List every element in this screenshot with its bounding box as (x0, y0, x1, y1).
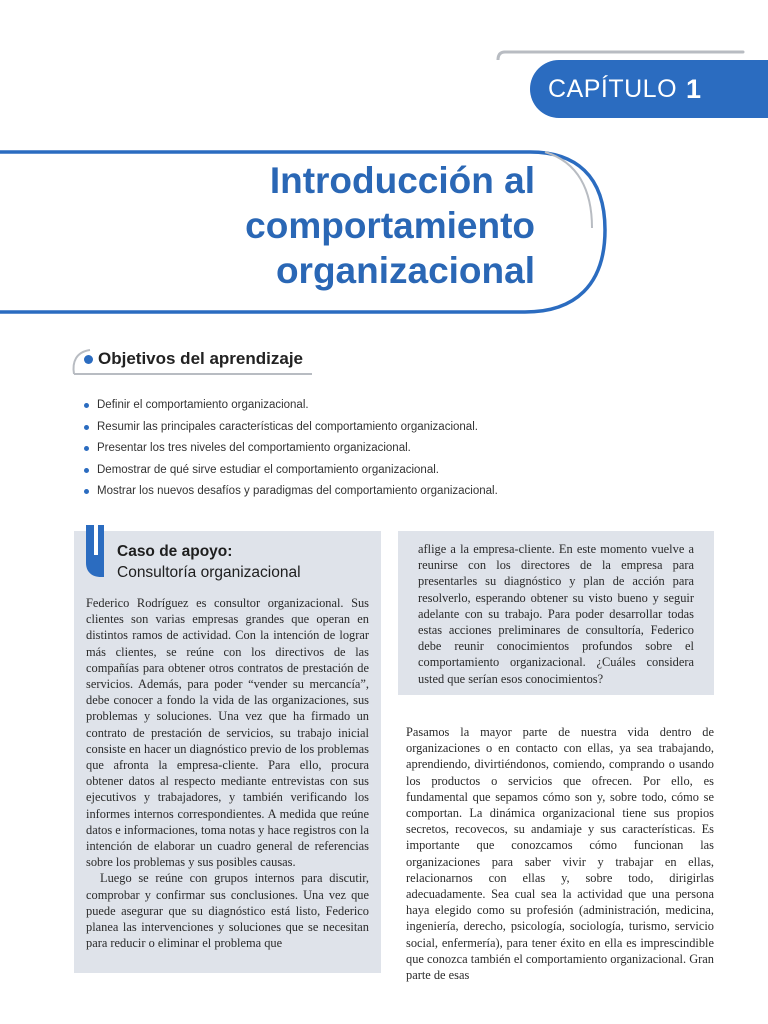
body-paragraph: Pasamos la mayor parte de nuestra vida dentro de organizaciones o en contacto con ellas, ya sea trabajando, aprendiendo, divirtiéndonos, comiendo, comprando o usando los productos o servicios que ofrecen. Por ello, es fundamental que sepamos cómo son y, sobre todo, cómo se comportan. La dinámica organizacional tiene sus propios secretos, recovecos, su andamiaje y sus características. Es importante que conozcamos cómo funcionan las organizaciones para saber vivir y trabajar en ellas, relacionarnos con ellas y, sobre todo, dirigirlas adecuadamente. Sea cual sea la actividad que una persona haya elegido como su profesión (administración, medicina, ingeniería, derecho, psicología, sociología, turismo, servicio social, enfermería), para tener éxito en ella es imprescindible que conozca también el comportamiento organizacional. Gran parte de esas (406, 725, 714, 983)
case-study-body (86, 595, 369, 951)
top-arc-curve (498, 52, 505, 60)
objective-item: Mostrar los nuevos desafíos y paradigmas del comportamiento organizacional. (84, 481, 498, 503)
case-title-line-1: Caso de apoyo: (117, 543, 233, 560)
chapter-number: 1 (686, 73, 702, 104)
objective-item: Resumir las principales características del comportamiento organizacional. (84, 417, 498, 439)
case-title-line-2: Consultoría organizacional (117, 564, 301, 581)
objective-item: Definir el comportamiento organizacional. (84, 395, 498, 417)
bullet-dot-icon (84, 355, 93, 364)
objective-item: Demostrar de qué sirve estudiar el comportamiento organizacional. (84, 460, 498, 482)
title-line-3: organizacional (275, 250, 535, 291)
objective-item: Presentar los tres niveles del comportamiento organizacional. (84, 438, 498, 460)
case-study-continuation: aflige a la empresa-cliente. En este momento vuelve a reunirse con los directores de la empresa para presentarles su diagnóstico y plan de acción para resolverlo, esperando obtener su visto bueno y seguir adelante con su trabajo. Para poder desarrollar todas estas acciones preliminares de consultoría, Federico debe reunir conocimientos profundos sobre el comportamiento organizacional. ¿Cuáles considera usted que serían esos conocimientos? (398, 531, 714, 695)
title-swoosh-inner (545, 152, 592, 228)
chapter-label: CAPÍTULO (548, 74, 678, 103)
chapter-title (245, 158, 535, 293)
case-study-title (117, 541, 301, 583)
bookmark-tab-icon (82, 525, 108, 579)
objectives-heading: Objetivos del aprendizaje (98, 349, 304, 368)
title-line-2: comportamiento (245, 205, 535, 246)
bullet-dot-icon (84, 489, 89, 494)
chapter-tab (530, 60, 768, 118)
title-line-1: Introducción al (269, 160, 535, 201)
case-study-box (74, 531, 381, 973)
bullet-dot-icon (84, 468, 89, 473)
case-paragraph-2: Luego se reúne con grupos internos para discutir, comprobar y confirmar sus conclusiones. Una vez que puede asegurar que su diagnóstico está listo, Federico planea las intervenciones y soluciones que se necesitan para reducir o eliminar el problema que (86, 871, 369, 951)
bullet-dot-icon (84, 425, 89, 430)
objectives-list (84, 395, 498, 503)
bullet-dot-icon (84, 403, 89, 408)
case-paragraph-1: Federico Rodríguez es consultor organizacional. Sus clientes son varias empresas grandes que operan en distintos ramos de actividad. Con la intención de lograr más clientes, se reúne con los directivos de las compañías para obtener otros contratos de prestación de servicios. Además, para poder “vender su mercancía”, debe conocer a fondo la vida de las organizaciones, sus problemas y soluciones. Una vez que ha firmado un contrato de prestación de servicios, su trabajo inicial consiste en hacer un diagnóstico previo de los problemas que afronta la empresa-cliente. Para ello, procura obtener datos al respecto mediante entrevistas con sus ejecutivos y trabajadores, y también verificando los informes internos correspondientes. A medida que reúne datos e informaciones, toma notas y hace registros con la intención de elaborar un cuadro general de referencias sobre los problemas y sus posibles causas. (86, 596, 369, 870)
objectives-header (84, 349, 303, 369)
bullet-dot-icon (84, 446, 89, 451)
